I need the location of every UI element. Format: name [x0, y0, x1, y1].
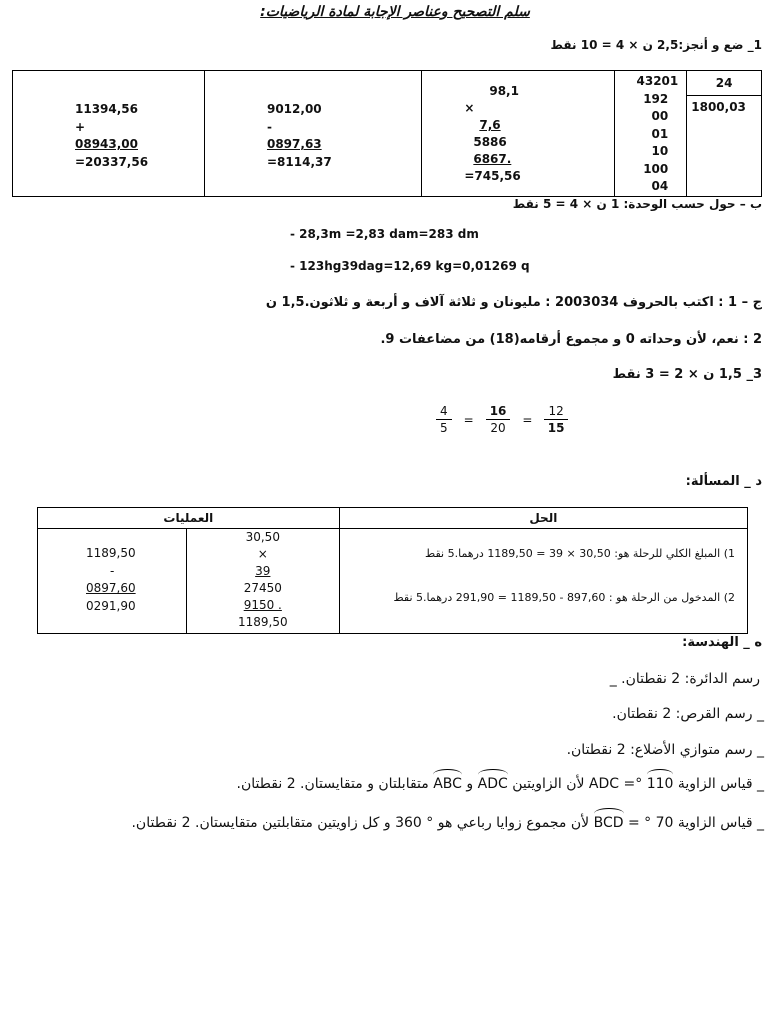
- fraction-12-15: [544, 403, 567, 436]
- g4-arc-110: 110: [646, 776, 674, 792]
- sub-line-2: -: [110, 563, 115, 578]
- add-line-3: 08943,00: [75, 137, 139, 151]
- g4-part-g: متقابلتان و متقايستان. 2 نقطتان.: [236, 776, 434, 792]
- mul-line-4: 27450: [243, 581, 282, 595]
- fractions-row: [436, 403, 568, 436]
- sub-line-3: 0897,60: [86, 581, 136, 595]
- addition-cell: [13, 71, 205, 197]
- div-line-3: 00: [651, 109, 669, 123]
- question-1a: 1_ ضع و أنجز:2,5 ن × 4 = 10 نقط: [550, 38, 762, 52]
- denominator: 5: [440, 421, 448, 435]
- multiplication-cell: [186, 529, 339, 634]
- g4-part-e: و: [461, 776, 478, 792]
- sub-line-3: 0897,63: [266, 137, 322, 151]
- add-line-1: 11394,56: [75, 102, 139, 116]
- geometry-angle-bcd: [131, 815, 764, 831]
- g4-arc-abc: ABC: [433, 776, 462, 792]
- operations-header: العمليات: [38, 508, 340, 529]
- mul-line-1: 30,50: [245, 530, 280, 544]
- question-c3: 3_ 1,5 ن × 2 = 3 نقط: [612, 367, 762, 382]
- multiplication-cell: [422, 71, 614, 197]
- subtraction-cell: [204, 71, 421, 197]
- mul-line-3: 39: [255, 564, 271, 578]
- operations-table: [12, 70, 762, 197]
- fraction-4-5: [436, 403, 452, 436]
- div-line-5: 10: [651, 144, 669, 158]
- subtraction-cell: [38, 529, 187, 634]
- quotient: 1800,03: [691, 100, 746, 114]
- numerator: 4: [436, 403, 452, 420]
- div-line-4: 01: [651, 126, 669, 141]
- numerator: 16: [486, 403, 511, 420]
- sub-line-1: 9012,00: [266, 102, 322, 116]
- mul-line-2: ×: [464, 101, 475, 115]
- g4-part-a: _ قياس الزاوية: [673, 776, 764, 792]
- sub-result: =8114,37: [266, 154, 332, 169]
- question-1b: ب – حول حسب الوحدة: 1 ن × 4 = 5 نقط: [512, 197, 762, 211]
- section-problem-title: د _ المسألة:: [685, 474, 762, 489]
- mul-line-4: 5886: [473, 135, 507, 149]
- division-dividend-cell: [614, 71, 687, 197]
- question-c1: ج – 1 : اكتب بالحروف 2003034 : مليونان و ثلاثة آلاف و أربعة و ثلاثون.1,5 ن: [265, 295, 762, 310]
- mul-result: =745,56: [464, 169, 521, 183]
- solution-2: 2) المدخول من الرحلة هو : 897,60 - 1189,50 = 291,90 درهما.5 نقط: [393, 591, 735, 604]
- question-c2: 2 : نعم، لأن وحداته 0 و مجموع أرقامه(18) من مضاعفات 9.: [380, 332, 762, 347]
- add-line-2: +: [75, 119, 86, 134]
- geometry-circle: رسم الدائرة: 2 نقطتان. _: [609, 671, 760, 687]
- mul-line-2: ×: [257, 547, 268, 561]
- div-line-1: 43201: [636, 74, 679, 88]
- div-line-6: 100: [643, 161, 669, 176]
- sub-result: 0291,90: [86, 598, 136, 613]
- equals-sign: =: [463, 412, 474, 427]
- equals-sign: =: [522, 412, 533, 427]
- mul-line-1: 98,1: [489, 84, 519, 98]
- sub-line-2: -: [266, 119, 272, 134]
- denominator: 20: [490, 421, 506, 435]
- denominator: 15: [547, 421, 565, 435]
- g4-part-c: °= ADC لأن الزاويتين: [507, 776, 647, 792]
- g4-arc-adc: ADC: [477, 776, 508, 792]
- numerator: 12: [544, 403, 567, 420]
- conversion-1: - 28,3m =2,83 dam=283 dm: [290, 227, 479, 241]
- div-line-2: 192: [643, 91, 669, 106]
- mul-line-3: 7,6: [479, 118, 501, 132]
- solution-cell: [339, 529, 747, 634]
- add-result: =20337,56: [75, 154, 149, 169]
- mul-result: 1189,50: [237, 615, 288, 629]
- solution-header: الحل: [339, 508, 747, 529]
- g5-part-c: لأن مجموع زوايا رباعي هو ° 360 و كل زاويتين متقابلتين متقايستان. 2 نقطتان.: [131, 815, 594, 831]
- section-geometry-title: ه _ الهندسة:: [682, 635, 762, 650]
- g5-arc-bcd: BCD: [593, 815, 624, 831]
- mul-line-5: 6867.: [473, 152, 512, 166]
- solution-1: 1) المبلغ الكلي للرحلة هو: 30,50 × 39 = 1189,50 درهما.5 نقط: [425, 547, 735, 560]
- conversion-2: - 123hg39dag=12,69 kg=0,01269 q: [290, 259, 530, 273]
- mul-line-5: 9150 .: [243, 598, 282, 612]
- geometry-angle-adc: [237, 776, 764, 792]
- sub-line-1: 1189,50: [86, 546, 136, 560]
- div-line-7: 04: [651, 179, 669, 193]
- division-divisor-cell: [687, 71, 762, 197]
- problem-table: [37, 507, 748, 634]
- page-title: سلم التصحيح وعناصر الإجابة لمادة الرياضيات:: [260, 4, 530, 20]
- divisor: 24: [687, 71, 761, 96]
- geometry-parallelogram: _ رسم متوازي الأضلاع: 2 نقطتان.: [566, 742, 764, 758]
- fraction-16-20: [486, 403, 511, 436]
- geometry-disc: _ رسم القرص: 2 نقطتان.: [612, 706, 764, 722]
- g5-part-a: _ قياس الزاوية 70 ° =: [623, 815, 764, 831]
